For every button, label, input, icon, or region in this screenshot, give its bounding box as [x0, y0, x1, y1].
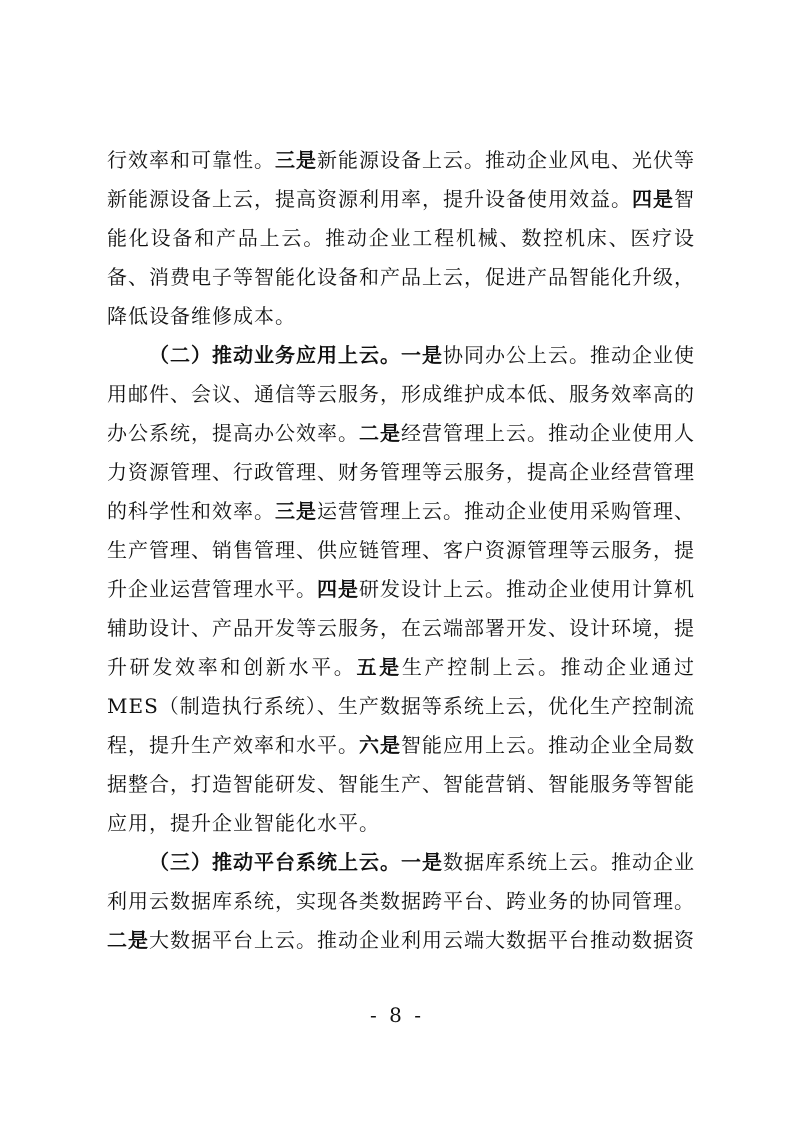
text-run: 行效率和可靠性。 — [107, 148, 275, 172]
paragraph — [107, 141, 695, 336]
bold-text-run: 一是 — [401, 850, 443, 874]
text-run: 协同办公上云。推动企业使用邮件、会议、通信等云服务，形成维护成本低、服务效率高的办公系统，提高办公效率。 — [107, 343, 695, 445]
text-run: 经营管理上云。推动企业使用人力资源管理、行政管理、财务管理等云服务，提高企业经营管理的科学性和效率。 — [107, 421, 695, 523]
text-run: 数据库系统上云。推动企业利用云数据库系统，实现各类数据跨平台、跨业务的协同管理。 — [107, 850, 695, 913]
bold-text-run: 二是 — [107, 928, 149, 952]
bold-text-run: （三）推动平台系统上云。 — [149, 850, 401, 874]
bold-text-run: 三是 — [275, 148, 317, 172]
bold-text-run: 六是 — [359, 733, 401, 757]
bold-text-run: 二是 — [359, 421, 401, 445]
text-run: 智能应用上云。推动企业全局数据整合，打造智能研发、智能生产、智能营销、智能服务等智能应用，提升企业智能化水平。 — [107, 733, 695, 835]
text-run: 新能源设备上云。推动企业风电、光伏等新能源设备上云，提高资源利用率，提升设备使用效益。 — [107, 148, 695, 211]
text-run: 运营管理上云。推动企业使用采购管理、生产管理、销售管理、供应链管理、客户资源管理等云服务，提升企业运营管理水平。 — [107, 499, 695, 601]
paragraph — [107, 336, 695, 843]
bold-text-run: 四是 — [317, 577, 359, 601]
bold-text-run: 一是 — [401, 343, 443, 367]
text-run: 生产控制上云。推动企业通过MES（制造执行系统）、生产数据等系统上云，优化生产控制流程，提升生产效率和水平。 — [107, 655, 696, 757]
document-body — [107, 141, 695, 960]
text-run: 研发设计上云。推动企业使用计算机辅助设计、产品开发等云服务，在云端部署开发、设计环境，提升研发效率和创新水平。 — [107, 577, 695, 679]
bold-text-run: 五是 — [356, 655, 402, 679]
text-run: 大数据平台上云。推动企业利用云端大数据平台推动数据资 — [149, 928, 695, 952]
page-number: - 8 - — [370, 1003, 424, 1027]
text-run: 智能化设备和产品上云。推动企业工程机械、数控机床、医疗设备、消费电子等智能化设备和产品上云，促进产品智能化升级，降低设备维修成本。 — [107, 187, 695, 328]
paragraph — [107, 843, 695, 960]
bold-text-run: 四是 — [632, 187, 674, 211]
bold-text-run: 三是 — [275, 499, 317, 523]
bold-text-run: （二）推动业务应用上云。 — [149, 343, 401, 367]
